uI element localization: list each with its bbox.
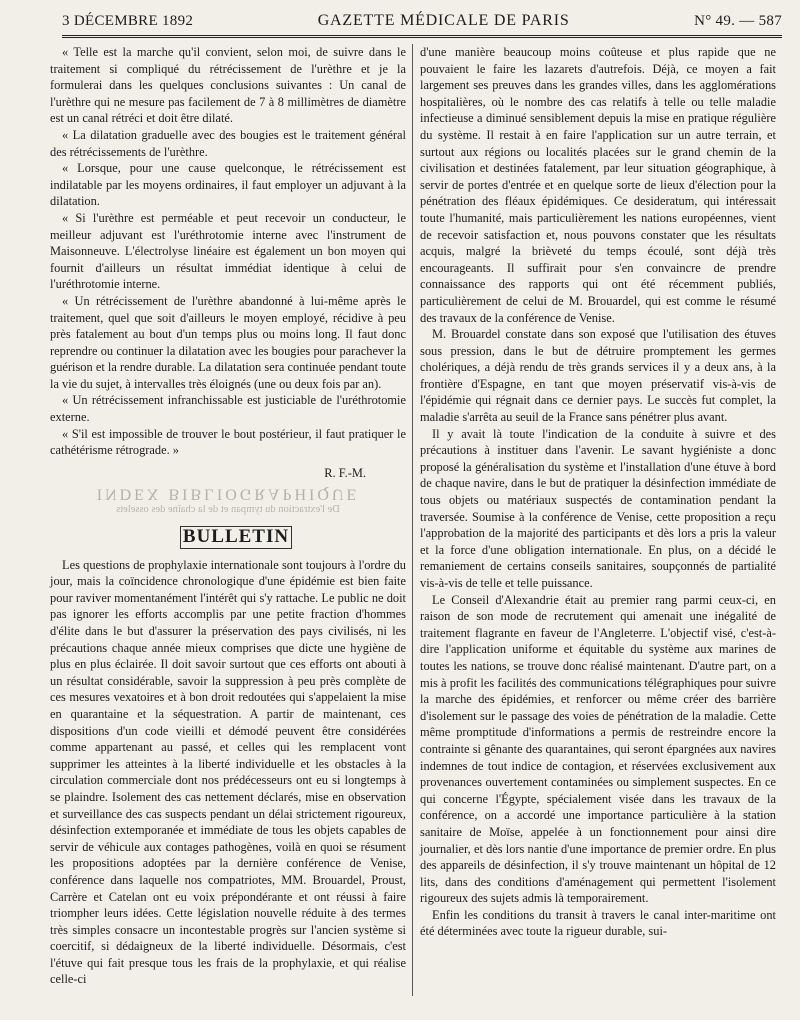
bleed-through-heading: INDEX BIBLIOGRAPHIQUE <box>96 486 360 504</box>
column-divider <box>412 44 413 996</box>
conclusion-paragraph: « Un rétrécissement de l'urèthre abandonné à lui-même après le traitement, quel que soit d'ailleurs le moyen employé, récidive à peu près fatalement au bout d'un temps plus ou moins long. Il faut donc reprendre ou continuer la dilatation avec les bougies pour parachever la guérison et la rendre durable. La dilatation sera continuée pendant toute la vie du sujet, à intervalles très éloignés (une ou deux fois par an). <box>50 293 406 391</box>
article-paragraph: d'une manière beaucoup moins coûteuse et plus rapide que ne pouvaient le faire les lazarets d'autrefois. Déjà, ce moyen a fait largement ses preuves dans les grandes villes, dans les agglomérations hospitalières, où le nombre des cas relatifs à telle ou telle maladie infectieuse a diminué sensiblement depuis la mise en pratique régulière du système. Il restait à en faire l'application sur un autre terrain, et surtout aux régions ou localités placées sur le grand chemin de la civilisation et destinées fatalement, par leur situation géographique, à servir de portes d'entrée et en quelque sorte de lieux d'élection pour la pénétration des fléaux épidémiques. Ce desideratum, qui intéressait toute l'humanité, mais particulièrement les nations européennes, vient de recevoir satisfaction et, nous pouvons constater que les résultats acquis, malgré la brièveté du temps écoulé, sont déjà très encourageants. Il suffirait pour s'en convaincre de prendre connaissance des rapports qui ont été récemment publiés, particulièrement de celui de M. Brouardel, qui est comme le résumé des travaux de la conférence de Venise. <box>420 45 776 325</box>
header-rule <box>62 35 782 38</box>
article-paragraph: Il y avait là toute l'indication de la conduite à suivre et des précautions à instituer dans l'avenir. Le savant hygiéniste a donc proposé la généralisation du système et l'installation d'une étuve à bord de chaque navire, dans le but de pratiquer la désinfection immédiate de tous objets ou matériaux suspectés de contamination pendant la traversée. Soumise à la conférence de Venise, cette proposition a reçu l'approbation de la majorité des participants et dès lors a pris la valeur et la force d'une obligation internationale. En plus, on a décidé le remaniement de certains conseils sanitaires, soupçonnés de partialité vis-à-vis de telle et telle puissance. <box>420 426 776 590</box>
left-column <box>50 44 406 988</box>
bulletin-heading: BULLETIN <box>180 526 292 549</box>
article-paragraph: M. Brouardel constate dans son exposé que l'utilisation des étuves sous pression, dans le but de détruire promptement les germes cholériques, a déjà rendu de très grands services il y a deux ans, à la frontière d'Espagne, en tant que moyen préservatif vis-à-vis de l'épidémie qui régnait dans ce dernier pays. Le succès fut complet, la maladie s'arrêta au seuil de la France sans pénétrer plus avant. <box>420 327 776 425</box>
right-column <box>420 44 776 940</box>
page-header <box>62 8 782 34</box>
journal-title: GAZETTE MÉDICALE DE PARIS <box>317 12 570 29</box>
conclusion-paragraph: « Un rétrécissement infranchissable est justiciable de l'uréthrotomie externe. <box>50 393 406 425</box>
conclusion-paragraph: « Telle est la marche qu'il convient, selon moi, de suivre dans le traitement si compliqué du rétrécissement de l'urèthre et je la formulerai dans les quelques conclusions suivantes : Un canal de l'urèthre qui ne mesure pas facilement de 7 à 8 millimètres de diamètre est un canal rétréci et doit être dilaté. <box>50 45 406 126</box>
article-paragraph: Le Conseil d'Alexandrie était au premier rang parmi ceux-ci, en raison de son mode de recrutement qui amenait une inégalité de traitement flagrante en faveur de l'Angleterre. L'objectif visé, c'est-à-dire l'application uniforme et équitable du système aux marines de toutes les nations, se trouve donc réalisé maintenant. D'autre part, on a mis à profit les facilités des communications télégraphiques pour suivre la marche des épidémies, et renforcer ou même créer des barrière d'isolement sur le passage des voies de pénétration de la maladie. Cette même promptitude d'informations a permis de restreindre encore la contrainte si gênante des quarantaines, qui seront épargnées aux navires indemnes de tout indice de contagion, et réservées exclusivement aux provenances ouvertement contaminées ou simplement suspectes. En ce qui concerne l'Égypte, spécialement visée dans les travaux de la conférence, on a accordé une importance particulière à la station sanitaire de Moïse, appelée à un fonctionnement pour ainsi dire journalier, et dès lors nantie d'une importance de premier ordre. En plus des appareils de désinfection, il s'y trouve maintenant un hôpital de 12 lits, dans des conditions d'aménagement qui permettent l'isolement rigoureux des sujets admis là temporairement. <box>420 592 776 906</box>
issue-date: 3 DÉCEMBRE 1892 <box>62 12 194 29</box>
bulletin-paragraph: Les questions de prophylaxie internationale sont toujours à l'ordre du jour, mais la coïncidence chronologique d'une épidémie est bien faite pour raviver momentanément l'intérêt qui s'y rattache. Le public ne doit pas ignorer les efforts accomplis par une petite fraction d'hommes d'élite dans le but d'assurer la préservation des pays civilisés, ni les précautions chaque année mieux comprises que dicte une hygiène de plus en plus éclairée. Il doit savoir surtout que ces efforts ont abouti à un résultat considérable, savoir la suppression à peu près complète de ces mesures vexatoires et à bon droit redoutées qui s'appelaient la mise en quarantaine et la séquestration. A partir de maintenant, ces dispositions d'un code vieilli et démodé peuvent être considérées comme appartenant au passé, et celles qui les remplacent vont supprimer les atteintes à la liberté individuelle et les obstacles à la circulation commerciale dont nos prédécesseurs ont eu si longtemps à se plaindre. Isolement des cas nettement déclarés, mise en observation et surveillance des cas suspects pendant un délai strictement rigoureux, désinfection extemporanée et immédiate de tous les objets capables de servir de véhicule aux contages pathogènes, voilà en quoi se résument les propositions adoptées par la dernière conférence de Venise, conférence dans laquelle nos compatriotes, MM. Brouardel, Proust, Carrère et Catelan ont eu voix prépondérante et ont réussi à faire triompher leurs idées. Cette législation nouvelle réduite à des termes très simples consacre un incontestable progrès sur l'ancien système si coercitif, si dédaigneux de la liberté individuelle. Désormais, c'est l'étuve qui fait presque tous les frais de la prophylaxie, et qui réalise celle-ci <box>50 557 406 987</box>
page-number: N° 49. — 587 <box>694 12 782 29</box>
conclusion-paragraph: « Si l'urèthre est perméable et peut recevoir un conducteur, le meilleur adjuvant est l'uréthrotomie interne avec l'instrument de Maisonneuve. L'électrolyse linéaire est également un bon moyen qui fournit d'ailleurs un résultat immédiat identique à celui de l'uréthrotomie interne. <box>50 210 406 292</box>
bleed-through-text: De l'extraction du tympan et de la chaîne des osselets <box>116 504 340 516</box>
conclusion-paragraph: « Lorsque, pour une cause quelconque, le rétrécissement est indilatable par les moyens ordinaires, il faut employer un adjuvant à la dilatation. <box>50 161 406 209</box>
conclusion-paragraph: « S'il est impossible de trouver le bout postérieur, il faut pratiquer le cathétérisme rétrograde. » <box>50 426 406 458</box>
author-signature: R. F.-M. <box>324 465 366 480</box>
article-paragraph: Enfin les conditions du transit à travers le canal inter-maritime ont été déterminées avec toute la rigueur durable, sui- <box>420 907 776 939</box>
conclusion-paragraph: « La dilatation graduelle avec des bougies est le traitement général des rétrécissements de l'urèthre. <box>50 127 406 159</box>
